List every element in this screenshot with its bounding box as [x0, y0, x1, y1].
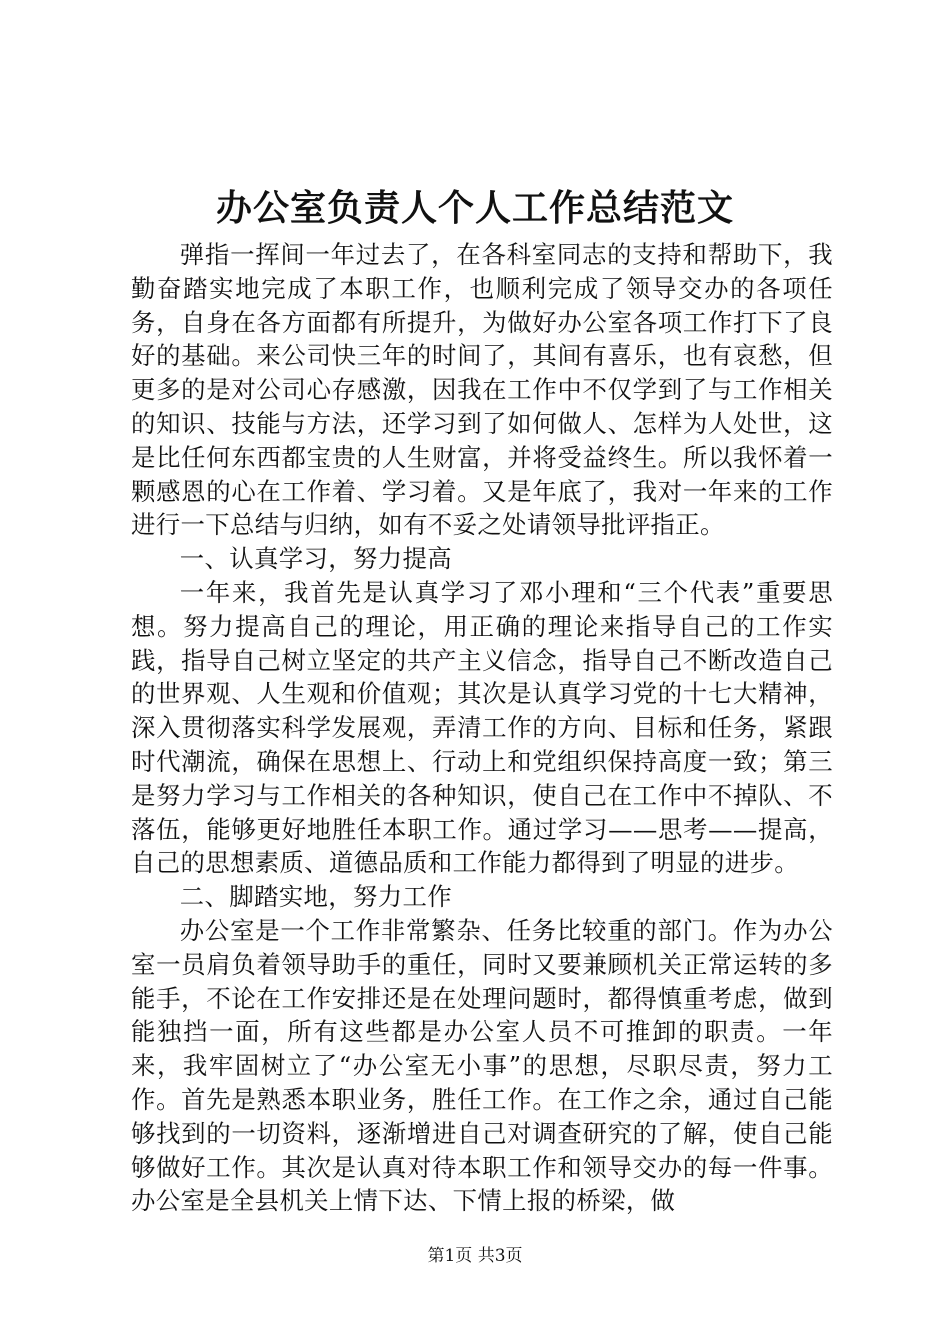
paragraph-intro: 弹指一挥间一年过去了，在各科室同志的支持和帮助下，我勤奋踏实地完成了本职工作，也顺利完成了领导交办的各项任务，自身在各方面都有所提升，为做好办公室各项工作打下了良好的基础。来公司快三年的时间了，其间有喜乐，也有哀愁，但更多的是对公司心存感激，因我在工作中不仅学到了与工作相关的知识、技能与方法，还学习到了如何做人、怎样为人处世，这是比任何东西都宝贵的人生财富，并将受益终生。所以我怀着一颗感恩的心在工作着、学习着。又是年底了，我对一年来的工作进行一下总结与归纳，如有不妥之处请领导批评指正。: [131, 240, 833, 540]
paragraph-study: 一年来，我首先是认真学习了邓小理和“三个代表”重要思想。努力提高自己的理论，用正确的理论来指导自己的工作实践，指导自己树立坚定的共产主义信念，指导自己不断改造自己的世界观、人生观和价值观；其次是认真学习党的十七大精神，深入贯彻落实科学发展观，弄清工作的方向、目标和任务，紧跟时代潮流，确保在思想上、行动上和党组织保持高度一致；第三是努力学习与工作相关的各种知识，使自己在工作中不掉队、不落伍，能够更好地胜任本职工作。通过学习——思考——提高，自己的思想素质、道德品质和工作能力都得到了明显的进步。: [131, 577, 833, 878]
page-number-footer: 第1页 共3页: [427, 1246, 523, 1266]
document-body: [131, 238, 833, 1218]
section-heading-1: 一、认真学习，努力提高: [179, 544, 452, 574]
paragraph-work: 办公室是一个工作非常繁杂、任务比较重的部门。作为办公室一员肩负着领导助手的重任，同时又要兼顾机关正常运转的多能手，不论在工作安排还是在处理问题时，都得慎重考虑，做到能独挡一面，所有这些都是办公室人员不可推卸的职责。一年来，我牢固树立了“办公室无小事”的思想，尽职尽责，努力工作。首先是熟悉本职业务，胜任工作。在工作之余，通过自己能够找到的一切资料，逐渐增进自己对调查研究的了解，使自己能够做好工作。其次是认真对待本职工作和领导交办的每一件事。办公室是全县机关上情下达、下情上报的桥梁，做: [131, 915, 833, 1216]
section-heading-2: 二、脚踏实地，努力工作: [179, 882, 452, 912]
document-title: 办公室负责人个人工作总结范文: [215, 187, 734, 229]
